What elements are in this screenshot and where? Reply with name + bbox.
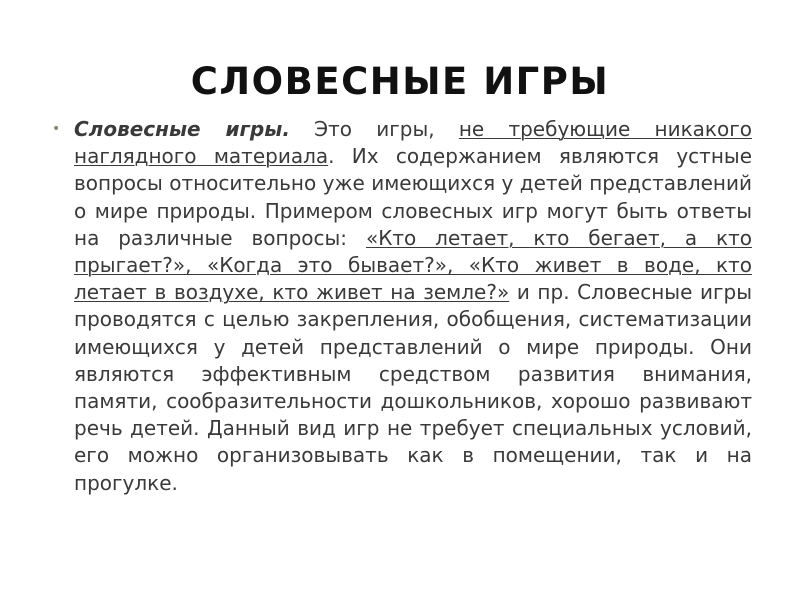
term-label: Словесные игры.	[74, 117, 290, 141]
slide-title: СЛОВЕСНЫЕ ИГРЫ	[190, 60, 610, 103]
body-text-3: и пр. Словесные игры проводятся с целью закрепления, обобщения, систематизации имеющихся у детей представлений о мире природы. Они являются эффективным средством развития внимания, памяти, сообразительности дошкольников, хорошо развивают речь детей. Данный вид игр не требует специальных условий, его можно организовывать как в помещении, так и на прогулке.	[74, 280, 752, 495]
body-text-2: . Их содержанием являются устные вопросы относительно уже имеющихся у детей представлений о мире природы. Примером словесных игр могут быть ответы на различные вопросы:	[74, 144, 752, 250]
bullet-icon: •	[52, 121, 61, 137]
underlined-questions: «Кто летает, кто бегает, а кто прыгает?», «Когда это бывает?», «Кто живет в воде, кто летает в воздухе, кто живет на земле?»	[74, 225, 752, 305]
body-paragraph	[74, 116, 752, 497]
underlined-phrase-1: не требующие никакого наглядного материала	[74, 117, 752, 169]
body-text-1: Это игры,	[289, 117, 459, 141]
